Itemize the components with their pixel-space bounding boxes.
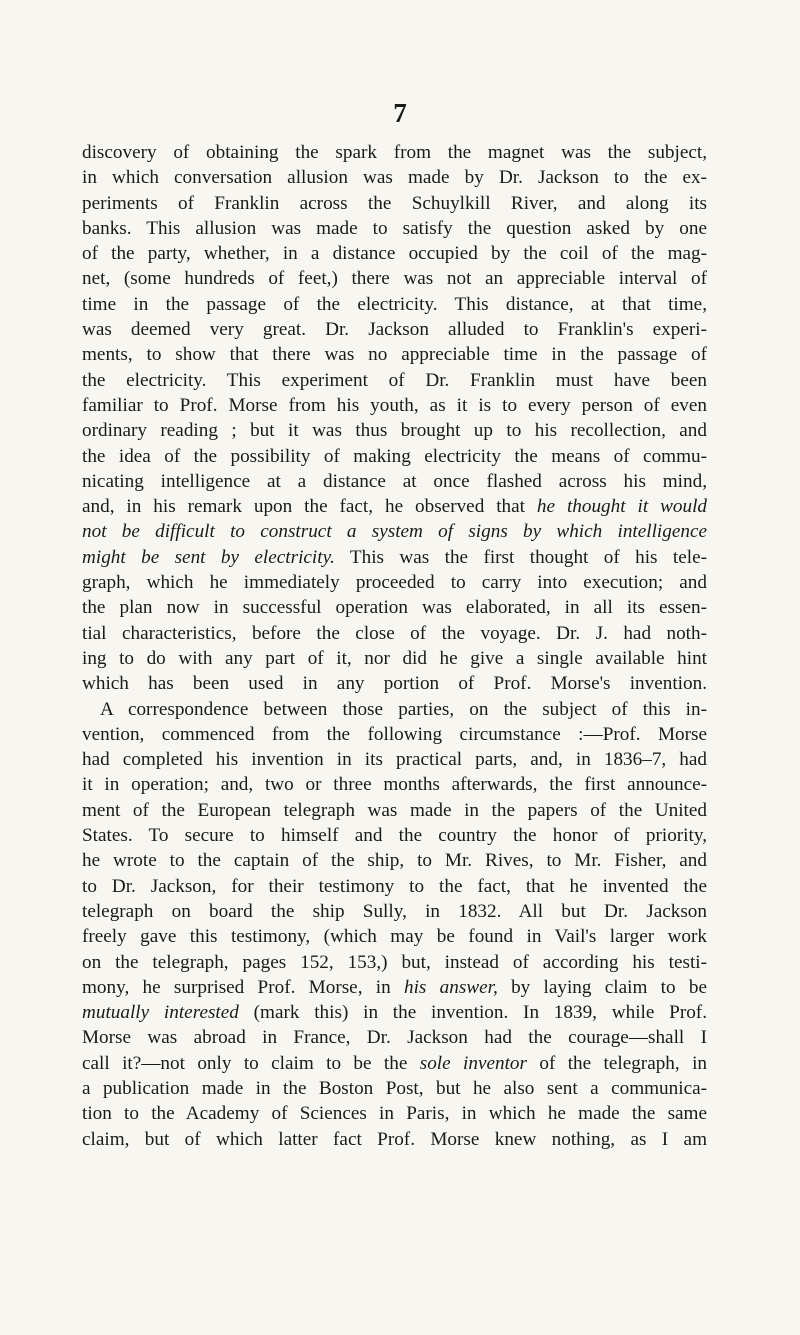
text-line: the idea of the possibility of making electricity the means of commu- (82, 445, 707, 467)
body-text (82, 140, 707, 1152)
text-line: ordinary reading ; but it was thus brought up to his recollection, and (82, 420, 707, 442)
text-line: nicating intelligence at a distance at once flashed across his mind, (82, 470, 707, 492)
text-line: Morse was abroad in France, Dr. Jackson had the courage—shall I (82, 1027, 707, 1049)
text-line: on the telegraph, pages 152, 153,) but, instead of according his testi- (82, 951, 707, 973)
text-line: telegraph on board the ship Sully, in 1832. All but Dr. Jackson (82, 900, 707, 922)
text-line: net, (some hundreds of feet,) there was not an appreciable interval of (82, 268, 707, 290)
italic-run: mutually interested (82, 1002, 239, 1024)
text-line: mony, he surprised Prof. Morse, in his answer, by laying claim to be (82, 976, 707, 998)
text-line: might be sent by electricity. This was the first thought of his tele- (82, 546, 707, 568)
text-line: ments, to show that there was no appreciable time in the passage of (82, 344, 707, 366)
text-line: time in the passage of the electricity. This distance, at that time, (82, 293, 707, 315)
italic-run: his answer, (404, 976, 498, 998)
text-line: ing to do with any part of it, nor did he give a single available hint (82, 647, 707, 669)
text-line: banks. This allusion was made to satisfy the question asked by one (82, 217, 707, 239)
text-line: freely gave this testimony, (which may be found in Vail's larger work (82, 926, 707, 948)
text-line: was deemed very great. Dr. Jackson alluded to Franklin's experi- (82, 319, 707, 341)
text-line: had completed his invention in its practical parts, and, in 1836–7, had (82, 749, 707, 771)
italic-run: sole inventor (419, 1052, 527, 1074)
italic-run: he thought it would (536, 496, 707, 518)
text-line: A correspondence between those parties, on the subject of this in- (100, 698, 707, 720)
italic-run: might be sent by electricity. (82, 546, 335, 568)
text-line: claim, but of which latter fact Prof. Morse knew nothing, as I am (82, 1128, 707, 1150)
text-line: States. To secure to himself and the country the honor of priority, (82, 825, 707, 847)
page-number: 7 (393, 98, 407, 128)
text-line: in which conversation allusion was made by Dr. Jackson to the ex- (82, 167, 707, 189)
text-line: of the party, whether, in a distance occupied by the coil of the mag- (82, 243, 707, 265)
italic-run: not be difficult to construct a system of signs by which intelligence (82, 521, 707, 543)
text-line: the electricity. This experiment of Dr. Franklin must have been (82, 369, 707, 391)
text-line: he wrote to the captain of the ship, to Mr. Rives, to Mr. Fisher, and (82, 850, 707, 872)
text-line: to Dr. Jackson, for their testimony to the fact, that he invented the (82, 875, 707, 897)
text-line: ment of the European telegraph was made in the papers of the United (82, 799, 707, 821)
text-line: graph, which he immediately proceeded to carry into execution; and (82, 572, 707, 594)
text-line: which has been used in any portion of Prof. Morse's invention. (82, 673, 707, 695)
text-line (82, 519, 707, 544)
text-line: and, in his remark upon the fact, he observed that he thought it would (82, 496, 707, 518)
text-line: periments of Franklin across the Schuylkill River, and along its (82, 192, 707, 214)
text-line: tial characteristics, before the close of the voyage. Dr. J. had noth- (82, 622, 707, 644)
text-line: tion to the Academy of Sciences in Paris, in which he made the same (82, 1103, 707, 1125)
text-line: mutually interested (mark this) in the invention. In 1839, while Prof. (82, 1002, 707, 1024)
text-line: a publication made in the Boston Post, but he also sent a communica- (82, 1077, 707, 1099)
text-line: the plan now in successful operation was elaborated, in all its essen- (82, 597, 707, 619)
text-line: call it?—not only to claim to be the sole inventor of the telegraph, in (82, 1052, 707, 1074)
text-line: vention, commenced from the following circumstance :—Prof. Morse (82, 723, 707, 745)
text-line: familiar to Prof. Morse from his youth, as it is to every person of even (82, 394, 707, 416)
text-line: discovery of obtaining the spark from the magnet was the subject, (82, 142, 707, 163)
text-line: it in operation; and, two or three months afterwards, the first announce- (82, 774, 707, 796)
